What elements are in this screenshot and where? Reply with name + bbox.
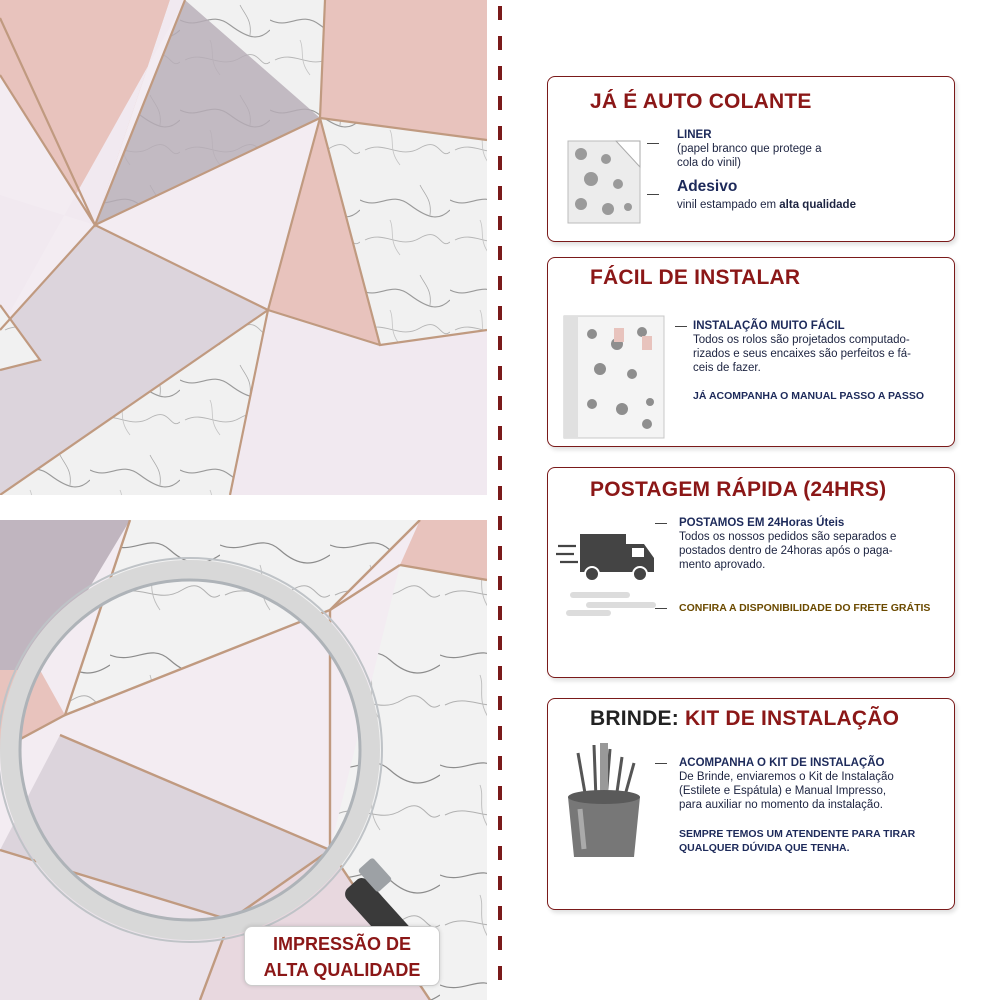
install-desc-3: ceis de fazer.: [693, 362, 761, 374]
liner-desc-2: cola do vinil): [677, 157, 741, 169]
shipping-desc-2: postados dentro de 24horas após o paga-: [679, 545, 893, 557]
adhesive-desc-bold: alta qualidade: [779, 199, 856, 211]
manual-note: JÁ ACOMPANHA O MANUAL PASSO A PASSO: [693, 390, 925, 402]
wallpaper-pattern-preview: [0, 0, 487, 495]
delivery-truck-icon: [556, 528, 666, 625]
shipping-desc-3: mento aprovado.: [679, 559, 766, 571]
install-heading: INSTALAÇÃO MUITO FÁCIL: [693, 320, 845, 332]
liner-desc-1: (papel branco que protege a: [677, 143, 822, 155]
liner-heading: LINER: [677, 129, 712, 141]
card-title-main: KIT DE INSTALAÇÃO: [684, 707, 900, 730]
card-easy-install: [547, 257, 955, 447]
card-title: POSTAGEM RÁPIDA (24HRS): [590, 478, 887, 501]
quality-badge-line1: IMPRESSÃO DE: [272, 934, 412, 954]
dashed-divider: [498, 6, 502, 996]
shipping-desc-1: Todos os nossos pedidos são separados e: [679, 531, 897, 543]
support-note-1: SEMPRE TEMOS UM ATENDENTE PARA TIRAR: [679, 828, 916, 840]
install-desc-1: Todos os rolos são projetados computado-: [693, 334, 910, 346]
card-title: FÁCIL DE INSTALAR: [590, 266, 801, 289]
kit-desc-1: De Brinde, enviaremos o Kit de Instalação: [679, 771, 894, 783]
card-title-prefix: BRINDE:: [590, 707, 685, 730]
shipping-heading: POSTAMOS EM 24Horas Úteis: [679, 517, 845, 529]
card-title: [590, 707, 899, 731]
support-note-2: QUALQUER DÚVIDA QUE TENHA.: [679, 842, 850, 854]
quality-badge-line2: ALTA QUALIDADE: [263, 960, 421, 980]
install-desc-2: rizados e seus encaixes são perfeitos e fá-: [693, 348, 911, 360]
adhesive-heading: Adesivo: [677, 178, 738, 195]
card-title: JÁ É AUTO COLANTE: [590, 90, 812, 113]
tool-cup-icon: [556, 739, 652, 868]
kit-desc-2: (Estilete e Espátula) e Manual Impresso,: [679, 785, 887, 797]
quality-badge: [244, 926, 440, 986]
adhesive-desc-text: vinil estampado em: [677, 199, 780, 211]
wall-install-icon: [562, 314, 666, 445]
kit-heading: ACOMPANHA O KIT DE INSTALAÇÃO: [679, 757, 885, 769]
geometric-marble-pattern: [0, 0, 487, 495]
vinyl-sheet-icon: [566, 139, 644, 230]
card-fast-shipping: [547, 467, 955, 678]
free-shipping-note: CONFIRA A DISPONIBILIDADE DO FRETE GRÁTIS: [679, 602, 931, 614]
adhesive-desc: [677, 198, 856, 212]
card-install-kit: [547, 698, 955, 910]
kit-desc-3: para auxiliar no momento da instalação.: [679, 799, 883, 811]
card-self-adhesive: [547, 76, 955, 242]
